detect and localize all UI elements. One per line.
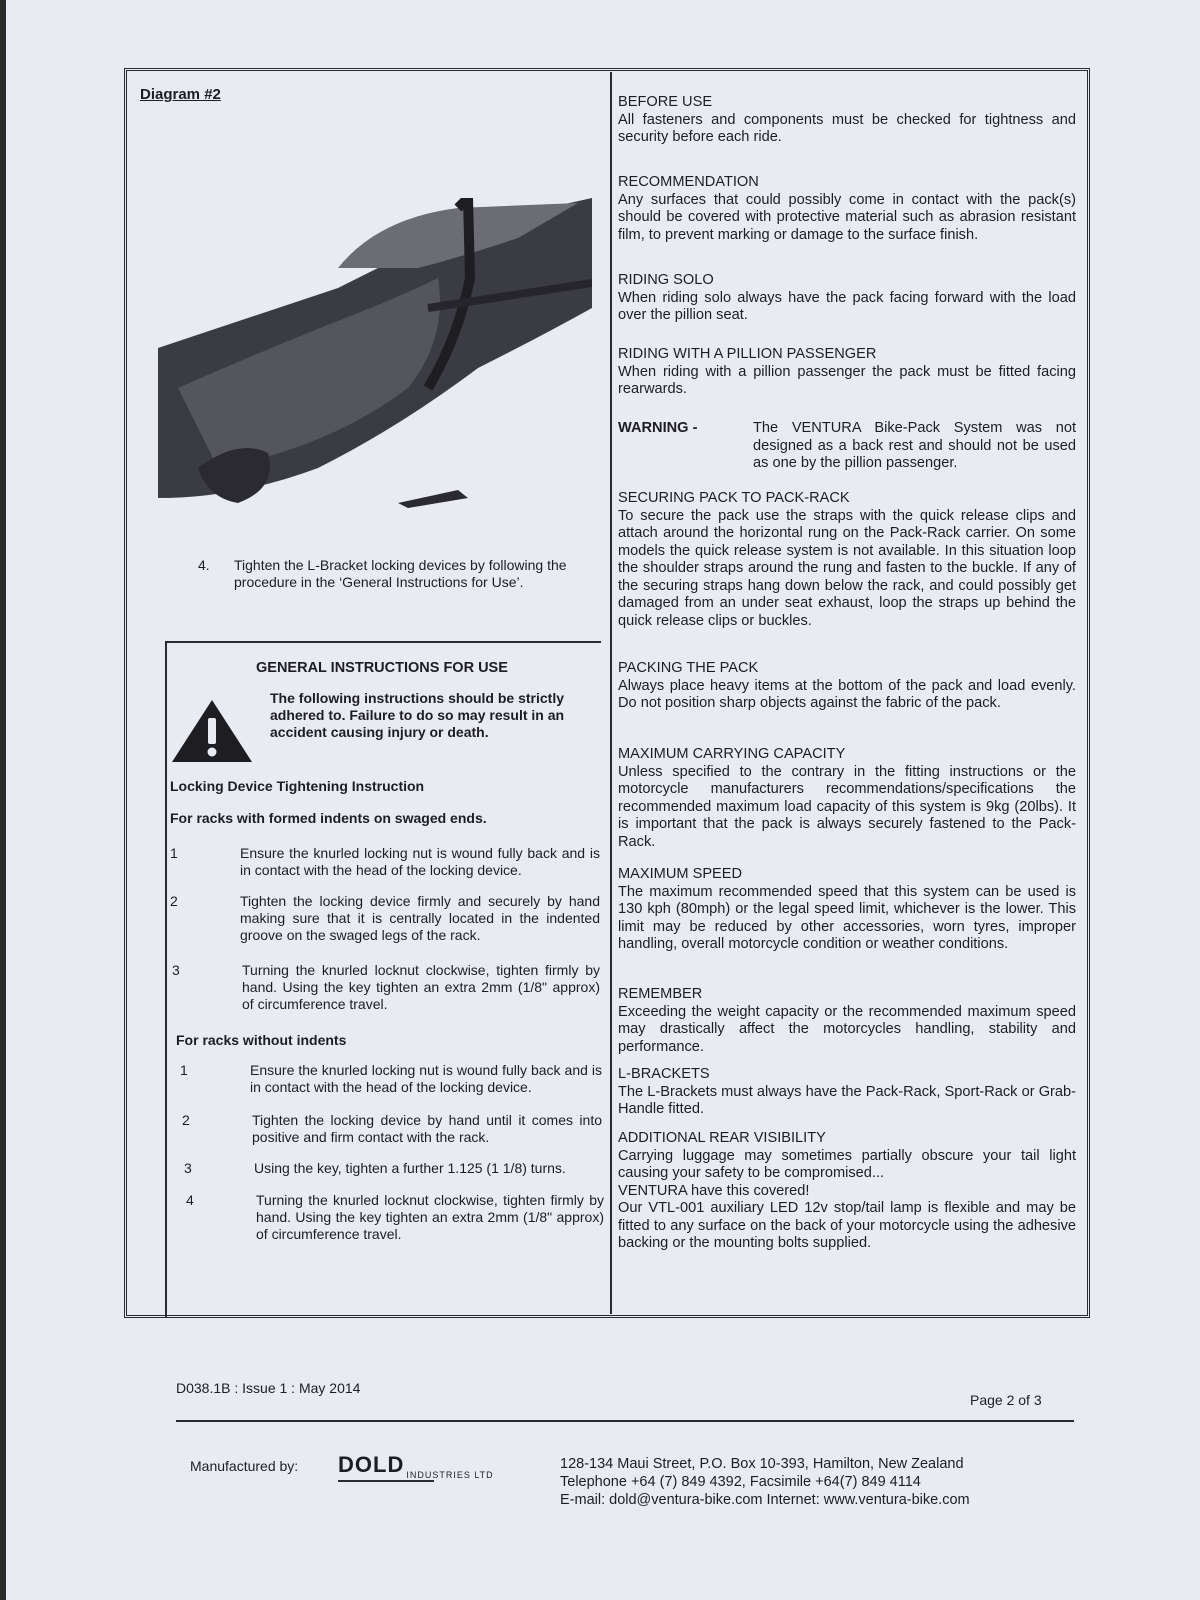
email-web-line: E-mail: dold@ventura-bike.com Internet: www.ventura-bike.com [560, 1492, 970, 1508]
document-code: D038.1B : Issue 1 : May 2014 [176, 1380, 361, 1396]
locking-device-heading: Locking Device Tightening Instruction [170, 778, 425, 794]
manufacturer-contact [560, 1455, 1040, 1509]
securing-section [618, 490, 1076, 630]
manufactured-by-label: Manufactured by: [190, 1458, 299, 1474]
step-number: 2 [170, 893, 178, 909]
before-use-section [618, 94, 1076, 147]
page-number: Page 2 of 3 [970, 1392, 1042, 1408]
speed-section [618, 866, 1076, 954]
section-divider [165, 641, 601, 643]
section-heading: RIDING SOLO [618, 272, 714, 288]
step-number: 1 [170, 845, 178, 861]
section-body: Exceeding the weight capacity or the recommended maximum speed may drastically affect the motorcycles handling, stability and performance. [618, 1003, 1076, 1055]
l-brackets-section [618, 1066, 1076, 1119]
section-body: Our VTL-001 auxiliary LED 12v stop/tail lamp is flexible and may be fitted to any surface on the back of your motorcycle using the adhesive backing or the mounting bolts supplied. [618, 1200, 1076, 1251]
logo-main: DOLD [338, 1452, 405, 1477]
section-heading: L-BRACKETS [618, 1066, 710, 1082]
step-number: 4. [198, 557, 210, 573]
section-heading: SECURING PACK TO PACK-RACK [618, 490, 850, 506]
section-body: To secure the pack use the straps with the quick release clips and attach around the horizontal rung on the Pack-Rack carrier. On some models the quick release system is not available. In this situation loop the shoulder straps around the rung and fasten to the buckle. If any of the securing straps hang down below the rack, and could possibly get damaged from an under seat exhaust, loop the straps up behind the quick release clips or buckles. [618, 507, 1076, 629]
motorcycle-rack-photo [158, 198, 592, 508]
without-step-2 [182, 1112, 602, 1146]
step-text: Ensure the knurled locking nut is wound fully back and is in contact with the head of the locking device. [250, 1062, 602, 1095]
dold-logo [338, 1452, 498, 1492]
step-text: Turning the knurled locknut clockwise, tighten firmly by hand. Using the key tighten an extra 2mm (1/8" approx) of circumference travel. [242, 962, 600, 1012]
without-step-1 [180, 1062, 602, 1096]
section-heading: ADDITIONAL REAR VISIBILITY [618, 1130, 826, 1146]
logo-sub: INDUSTRIES LTD [406, 1470, 494, 1480]
without-step-3 [184, 1160, 602, 1177]
step-text: Tighten the locking device firmly and securely by hand making sure that it is centrally located in the indented groove on the swaged legs of the rack. [240, 893, 600, 943]
step-number: 3 [184, 1160, 192, 1176]
warning-label: WARNING - [618, 420, 698, 436]
section-heading: RECOMMENDATION [618, 174, 759, 190]
section-heading: REMEMBER [618, 986, 703, 1002]
step-text: Using the key, tighten a further 1.125 (1 1/8) turns. [254, 1160, 566, 1176]
step-text: Tighten the L-Bracket locking devices by following the procedure in the ‘General Instructions for Use’. [234, 557, 567, 590]
step-4 [198, 557, 598, 591]
warning-body: The VENTURA Bike-Pack System was not designed as a back rest and should not be used as one by the pillion passenger. [753, 420, 1076, 471]
without-indents-heading: For racks without indents [176, 1032, 347, 1048]
safety-warning-text: The following instructions should be strictly adhered to. Failure to do so may result in an accident causing injury or death. [270, 690, 565, 740]
warning-triangle-icon [170, 698, 254, 764]
section-heading: MAXIMUM SPEED [618, 866, 743, 882]
capacity-section [618, 746, 1076, 851]
step-text: Ensure the knurled locking nut is wound fully back and is in contact with the head of the locking device. [240, 845, 600, 878]
section-body: The L-Brackets must always have the Pack-Rack, Sport-Rack or Grab-Handle fitted. [618, 1083, 1076, 1117]
section-body: Always place heavy items at the bottom of the pack and load evenly. Do not position sharp objects against the fabric of the pack. [618, 677, 1076, 711]
step-text: Tighten the locking device by hand until it comes into positive and firm contact with the rack. [252, 1112, 602, 1145]
address-line: 128-134 Maui Street, P.O. Box 10-393, Hamilton, New Zealand [560, 1456, 964, 1472]
footer-divider [176, 1420, 1074, 1422]
recommendation-section [618, 174, 1076, 244]
section-body: Any surfaces that could possibly come in contact with the pack(s) should be covered with protective material such as abrasion resistant film, to prevent marking or damage to the surface finish. [618, 191, 1076, 243]
section-body: VENTURA have this covered! [618, 1182, 810, 1199]
riding-solo-section [618, 272, 1076, 325]
section-heading: MAXIMUM CARRYING CAPACITY [618, 746, 846, 762]
step-number: 1 [180, 1062, 188, 1078]
formed-indents-heading: For racks with formed indents on swaged ends. [170, 810, 487, 826]
section-body: Carrying luggage may sometimes partially obscure your tail light causing your safety to be compromised... [618, 1147, 1076, 1181]
warning-section [618, 420, 1076, 473]
section-body: When riding solo always have the pack facing forward with the load over the pillion seat. [618, 289, 1076, 323]
diagram-title: Diagram #2 [140, 86, 221, 103]
section-body: When riding with a pillion passenger the pack must be fitted facing rearwards. [618, 363, 1076, 397]
step-number: 2 [182, 1112, 190, 1128]
phone-line: Telephone +64 (7) 849 4392, Facsimile +64(7) 849 4114 [560, 1474, 921, 1490]
rear-visibility-section [618, 1130, 1076, 1253]
remember-section [618, 986, 1076, 1056]
section-body: Unless specified to the contrary in the fitting instructions or the motorcycle manufacturers recommendations/specifications the recommended maximum load capacity of this system is 9kg (20lbs). It is important that the pack is always securely fastened to the Pack-Rack. [618, 763, 1076, 850]
riding-pillion-section [618, 346, 1076, 399]
formed-step-1 [170, 845, 600, 879]
formed-step-3 [172, 962, 600, 1013]
without-step-4 [186, 1192, 604, 1243]
section-heading: PACKING THE PACK [618, 660, 759, 676]
general-instructions-title: GENERAL INSTRUCTIONS FOR USE [256, 660, 508, 676]
packing-section [618, 660, 1076, 713]
step-number: 3 [172, 962, 180, 978]
step-text: Turning the knurled locknut clockwise, tighten firmly by hand. Using the key tighten an extra 2mm (1/8" approx) of circumference travel. [256, 1192, 604, 1242]
section-body: All fasteners and components must be checked for tightness and security before each ride. [618, 111, 1076, 145]
section-heading: BEFORE USE [618, 94, 713, 110]
step-number: 4 [186, 1192, 194, 1208]
formed-step-2 [170, 893, 600, 944]
logo-underline [338, 1480, 434, 1482]
section-body: The maximum recommended speed that this system can be used is 130 kph (80mph) or the legal speed limit, whichever is the lower. This limit may be reduced by other accessories, worn tyres, improper handling, overall motorcycle condition or weather conditions. [618, 883, 1076, 952]
section-heading: RIDING WITH A PILLION PASSENGER [618, 346, 877, 362]
